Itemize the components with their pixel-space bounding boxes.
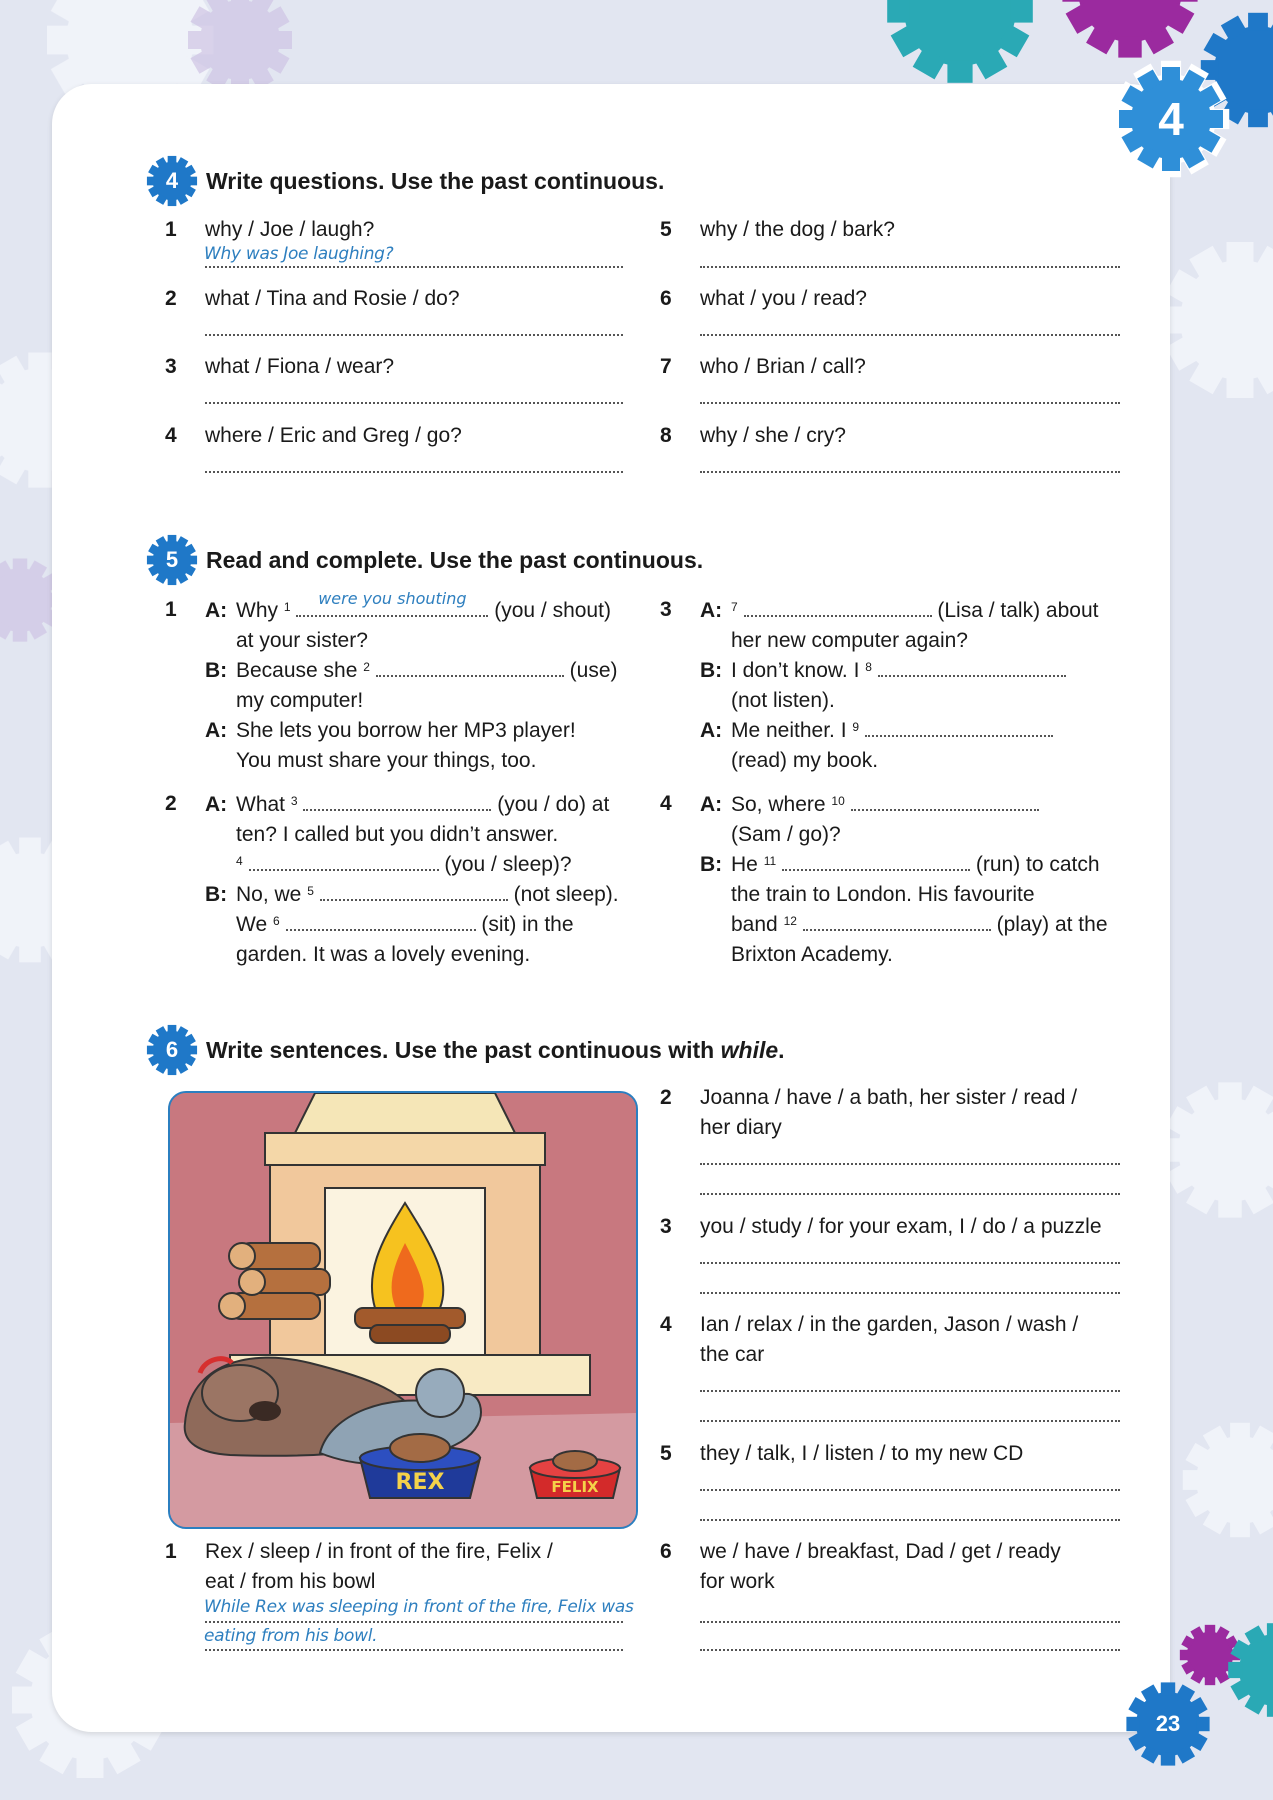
sentence-prompt: for work [700, 1570, 775, 1593]
dialogue-4: A: So, where $^{10}$ (Sam / go)? B: He $^{11}$ (run) to catch the train to London. His favourite band $^{12}$ (play) at the Brixton Academy. [700, 793, 1108, 966]
answer-line[interactable] [205, 402, 623, 404]
exercise-6-title: Write sentences. Use the past continuous with while. [206, 1036, 785, 1063]
gap-7[interactable] [744, 597, 932, 617]
page-number-badge [1124, 1680, 1212, 1768]
gap-12[interactable] [803, 911, 991, 931]
answer-line[interactable] [700, 1621, 1120, 1623]
exercise-6-heading [146, 1024, 785, 1076]
sentence-prompt: the car [700, 1343, 765, 1366]
answer-line[interactable] [700, 1193, 1120, 1195]
example-answer: While Rex was sleeping in front of the fire, Felix was [204, 1597, 634, 1617]
gap-6[interactable] [286, 911, 476, 931]
dialogue-number: 4 [660, 792, 672, 815]
dialogue-1: A: Why $^1$ were you shouting (you / shout) at your sister? B: Because she $^2$ (use) my computer! A: She lets you borrow her MP3 player! You must share your things, too. [205, 589, 618, 772]
sentence-prompt: Ian / relax / in the garden, Jason / wash / [700, 1313, 1079, 1336]
exercise-5-heading [146, 534, 703, 586]
item-number: 5 [660, 1442, 672, 1465]
item-number: 6 [660, 287, 672, 310]
gap-3[interactable] [303, 791, 491, 811]
answer-line[interactable] [205, 266, 623, 268]
item-number: 6 [660, 1540, 672, 1563]
sentence-prompt: they / talk, I / listen / to my new CD [700, 1442, 1024, 1465]
exercise-4-title: Write questions. Use the past continuous. [206, 167, 665, 194]
gap-11[interactable] [782, 851, 970, 871]
sentence-prompt: her diary [700, 1116, 782, 1139]
question-prompt: who / Brian / call? [700, 355, 866, 378]
page-number: 23 [1155, 1711, 1181, 1736]
item-number: 1 [165, 218, 177, 241]
question-prompt: where / Eric and Greg / go? [205, 424, 462, 447]
gap-1[interactable]: were you shouting [296, 597, 488, 617]
answer-line[interactable] [700, 402, 1120, 404]
exercise-5-title: Read and complete. Use the past continuous. [206, 546, 704, 573]
felix-bowl-label: FELIX [551, 1478, 599, 1496]
sentence-prompt: you / study / for your exam, I / do / a puzzle [700, 1215, 1102, 1238]
dialogue-number: 3 [660, 598, 672, 621]
sentence-prompt: Rex / sleep / in front of the fire, Felix / [205, 1540, 553, 1563]
answer-line[interactable] [700, 1262, 1120, 1264]
gap-4[interactable] [249, 851, 439, 871]
sentence-prompt: eat / from his bowl [205, 1570, 376, 1593]
question-prompt: what / Fiona / wear? [205, 355, 395, 378]
exercise-number-gear-icon: 6 [146, 1024, 198, 1076]
example-answer: eating from his bowl. [204, 1626, 378, 1646]
sentence-prompt: we / have / breakfast, Dad / get / ready [700, 1540, 1061, 1563]
item-number: 5 [660, 218, 672, 241]
exercise-number-gear-icon: 4 [146, 155, 198, 207]
answer-line[interactable] [205, 1621, 623, 1623]
answer-line[interactable] [700, 1420, 1120, 1422]
item-number: 4 [660, 1313, 672, 1336]
answer-line[interactable] [700, 1489, 1120, 1491]
gap-9[interactable] [865, 717, 1053, 737]
question-prompt: why / she / cry? [700, 424, 846, 447]
example-answer: Why was Joe laughing? [204, 244, 394, 264]
dialogue-3: A: $^7$ (Lisa / talk) about her new computer again? B: I don’t know. I $^8$ (not listen). A: Me neither. I $^9$ (read) my book. [700, 599, 1099, 772]
sentence-prompt: Joanna / have / a bath, her sister / read / [700, 1086, 1078, 1109]
item-number: 8 [660, 424, 672, 447]
item-number: 2 [165, 287, 177, 310]
exercise-4-heading [146, 155, 664, 207]
dialogue-2: A: What $^3$ (you / do) at ten? I called but you didn’t answer. $^4$ (you / sleep)? B: No, we $^5$ (not sleep). We $^6$ (sit) in the garden. It was a lovely evening. [205, 793, 619, 966]
gap-8[interactable] [878, 657, 1066, 677]
gap-2[interactable] [376, 657, 564, 677]
item-number: 1 [165, 1540, 177, 1563]
answer-line[interactable] [700, 471, 1120, 473]
unit-badge [1110, 58, 1232, 180]
answer-line[interactable] [205, 471, 623, 473]
question-prompt: why / Joe / laugh? [205, 218, 375, 241]
answer-line[interactable] [700, 266, 1120, 268]
answer-line[interactable] [700, 1163, 1120, 1165]
item-number: 3 [660, 1215, 672, 1238]
item-number: 3 [165, 355, 177, 378]
question-prompt: why / the dog / bark? [700, 218, 895, 241]
rex-bowl-label: REX [395, 1470, 445, 1495]
item-number: 7 [660, 355, 672, 378]
gap-5[interactable] [320, 881, 508, 901]
item-number: 2 [660, 1086, 672, 1109]
answer-line[interactable] [700, 1292, 1120, 1294]
answer-line[interactable] [700, 1390, 1120, 1392]
unit-number: 4 [1158, 93, 1184, 145]
exercise-number-gear-icon: 5 [146, 534, 198, 586]
answer-line[interactable] [700, 334, 1120, 336]
answer-line[interactable] [700, 1519, 1120, 1521]
question-prompt: what / you / read? [700, 287, 867, 310]
item-number: 4 [165, 424, 177, 447]
gap-10[interactable] [851, 791, 1039, 811]
answer-line[interactable] [700, 1649, 1120, 1651]
answer-line[interactable] [205, 1649, 623, 1651]
dialogue-number: 2 [165, 792, 177, 815]
question-prompt: what / Tina and Rosie / do? [205, 287, 460, 310]
fireplace-illustration [168, 1091, 638, 1529]
answer-line[interactable] [205, 334, 623, 336]
dialogue-number: 1 [165, 598, 177, 621]
